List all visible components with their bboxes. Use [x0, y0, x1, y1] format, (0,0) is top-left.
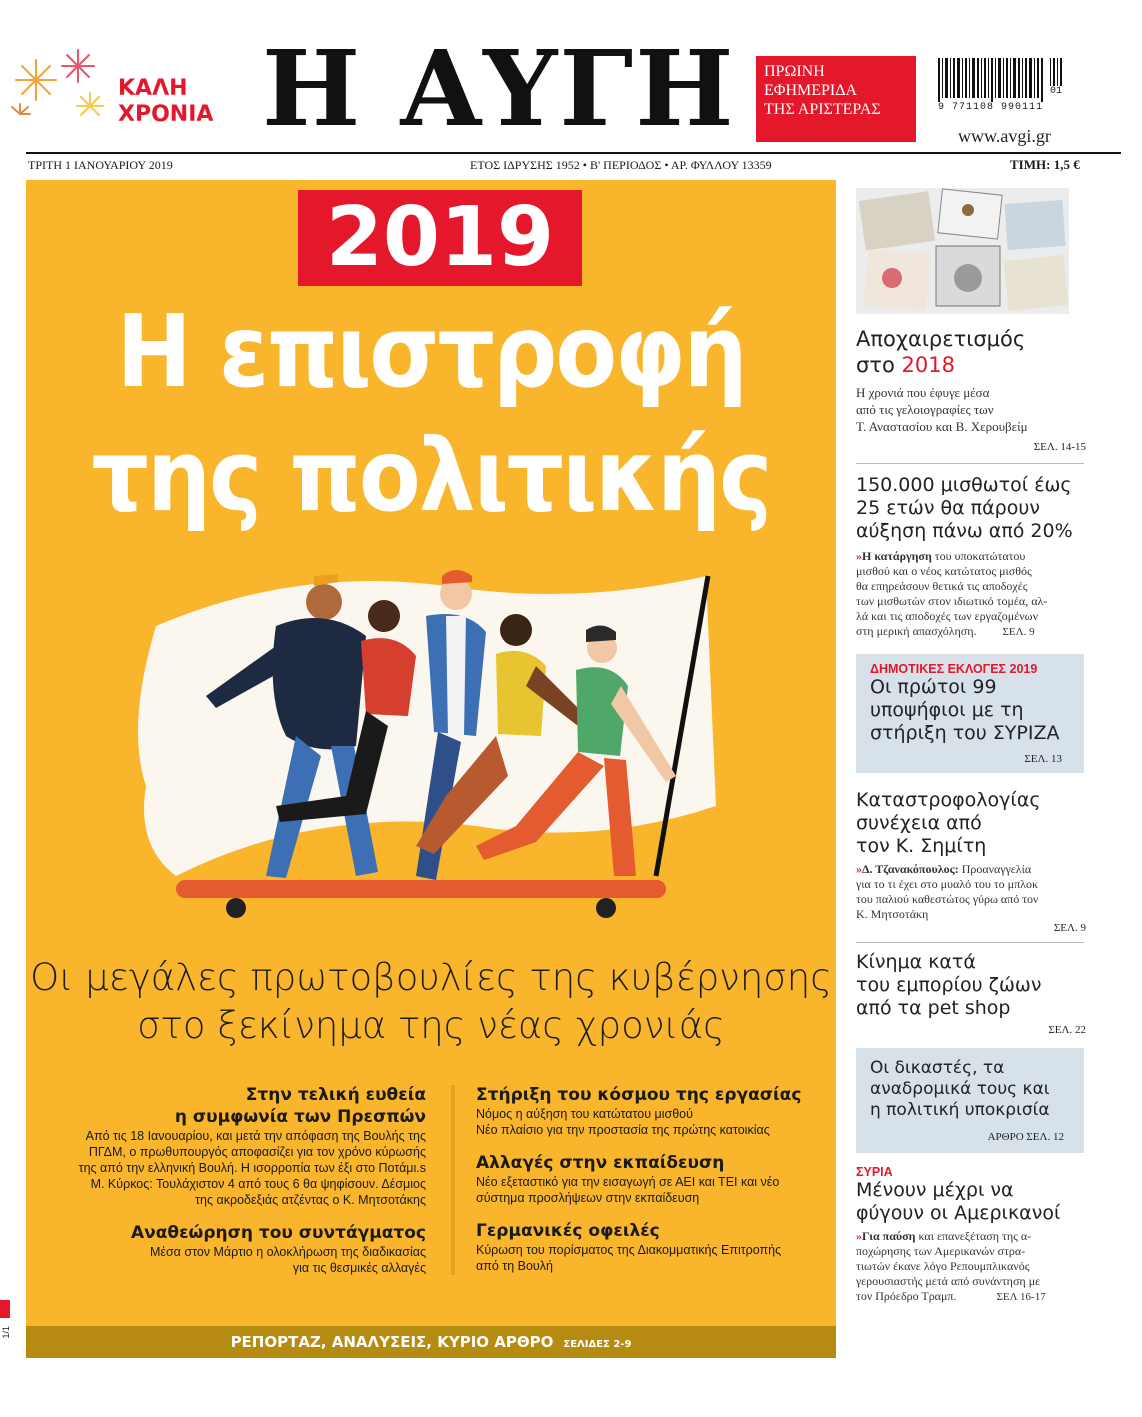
side-headline: του εμπορίου ζώων [856, 974, 1042, 996]
side-text: Προαναγγελία [958, 862, 1032, 876]
side-headline: τον Κ. Σημίτη [856, 835, 987, 857]
side-text: τον Πρόεδρο Τραμπ. [856, 1289, 957, 1303]
newspaper-logo: Η ΑΥΓΗ [262, 27, 736, 150]
side-article-petshop[interactable] [856, 951, 1126, 1036]
people-skateboard-illustration [116, 546, 746, 956]
story-text: Μ. Κύρκος: Τουλάχιστον 4 από τους 6 θα ψηφίσουν. Δέσμιος [90, 1177, 426, 1191]
side-headline: αύξηση πάνω από 20% [856, 520, 1073, 542]
headline-line: Η επιστροφή [116, 293, 746, 410]
side-article-syria[interactable] [856, 1165, 1126, 1305]
cover-footer-bar[interactable] [26, 1326, 836, 1358]
date-line: ΤΡΙΤΗ 1 ΙΑΝΟΥΑΡΙΟΥ 2019 [28, 158, 173, 172]
story-heading[interactable]: Στην τελική ευθεία [245, 1085, 426, 1105]
side-kicker: ΔΗΜΟΤΙΚΕΣ ΕΚΛΟΓΕΣ 2019 [870, 662, 1038, 676]
story-text: της ακροδεξιάς ατζέντας ο Κ. Μητσοτάκης [195, 1193, 426, 1207]
side-headline: φύγουν οι Αμερικανοί [856, 1202, 1061, 1224]
side-headline: η πολιτική υποκρισία [870, 1100, 1050, 1120]
page-reference: ΣΕΛ. 13 [1024, 753, 1062, 765]
story-text: Από τις 18 Ιανουαρίου, και μετά την απόφαση της Βουλής της [85, 1129, 426, 1143]
page-reference: ΣΕΛ. 14-15 [1033, 441, 1086, 453]
greeting-line: ΧΡΟΝΙΑ [118, 102, 214, 127]
tagline-line: ΠΡΩΙΝΗ [764, 63, 825, 80]
fireworks-icon [6, 44, 116, 128]
story-text: Νέο πλαίσιο για την προστασία της πρώτης κατοικίας [476, 1123, 770, 1137]
side-headline: 150.000 μισθωτοί έως [856, 474, 1072, 496]
side-text: στη μερική απασχόληση. [856, 624, 977, 638]
side-headline-part: στο [856, 353, 902, 377]
story-text: Νόμος η αύξηση του κατώτατου μισθού [476, 1107, 693, 1121]
side-lead: Η κατάργηση [862, 549, 932, 563]
side-text: λά και τις αποδοχές των εργαζομένων [856, 609, 1038, 623]
price: ΤΙΜΗ: 1,5 € [1010, 157, 1080, 172]
side-text: του υποκατώτατου [931, 549, 1026, 563]
side-article-farewell[interactable] [856, 326, 1126, 453]
side-text: ποχώρησης των Αμερικανών στρα- [856, 1244, 1026, 1258]
cover-left-column [54, 1084, 426, 1276]
side-text-row [856, 1289, 1126, 1305]
divider [856, 942, 1084, 943]
page-reference: ΣΕΛ. 9 [1002, 626, 1035, 638]
cover-story [26, 180, 836, 1358]
side-headline: Μένουν μέχρι να [856, 1179, 1014, 1201]
side-text: τιωτών έκανε λόγο Ρεπουμπλικανός [856, 1259, 1030, 1273]
cartoon-collage-icon [856, 188, 1069, 314]
story-heading[interactable]: Γερμανικές οφειλές [476, 1221, 660, 1241]
side-text-row [856, 624, 1126, 640]
cartoon-thumbnail[interactable] [856, 188, 1069, 314]
side-text: γερουσιαστής μετά από συνάντηση με [856, 1274, 1041, 1288]
side-headline: αναδρομικά τους και [870, 1079, 1050, 1099]
story-text: της από την ελληνική Βουλή. Η ισορροπία των έξι στο Ποτάμι.s [78, 1161, 426, 1175]
page-marker-bar [0, 1300, 10, 1318]
main-subheadline [26, 954, 836, 1050]
tagline-box [756, 56, 916, 142]
story-text: Κύρωση του πορίσματος της Διακομματικής Επιτροπής [476, 1243, 782, 1257]
story-text: σύστημα προσλήψεων στην εκπαίδευση [476, 1191, 700, 1205]
footer-pages: ΣΕΛΙΔΕΣ 2-9 [563, 1339, 632, 1350]
page-reference: ΑΡΘΡΟ ΣΕΛ. 12 [987, 1131, 1064, 1143]
headline-line: της πολιτικής [91, 417, 771, 534]
story-text: από τη Βουλή [476, 1259, 553, 1273]
barcode-issue: 01 [1050, 86, 1063, 97]
side-headline: υποψήφιοι με τη [870, 699, 1024, 721]
story-heading[interactable]: η συμφωνία των Πρεσπών [174, 1107, 426, 1127]
side-headline [856, 352, 1126, 378]
side-article-wages[interactable] [856, 474, 1126, 640]
side-text: και επανεξέταση της α- [915, 1229, 1032, 1243]
side-text: Κ. Μητσοτάκη [856, 907, 929, 921]
side-headline: στήριξη του ΣΥΡΙΖΑ [870, 722, 1060, 744]
subheadline-line: στο ξεκίνημα της νέας χρονιάς [137, 1004, 725, 1047]
double-chevron-icon: » [856, 862, 862, 876]
column-divider [451, 1085, 455, 1275]
side-headline: Οι πρώτοι 99 [870, 676, 997, 698]
barcode-digits: 9 771108 990111 [938, 102, 1044, 113]
year-badge: 2019 [298, 190, 582, 286]
double-chevron-icon: » [856, 549, 862, 563]
greeting-line: ΚΑΛΗ [118, 76, 188, 101]
website-url[interactable]: www.avgi.gr [958, 126, 1051, 146]
side-headline-year: 2018 [901, 353, 955, 377]
story-text: Νέο εξεταστικό για την εισαγωγή σε ΑΕΙ και ΤΕΙ και νέο [476, 1175, 780, 1189]
double-chevron-icon: » [856, 1229, 862, 1243]
cover-right-column [476, 1084, 816, 1274]
side-headline: συνέχεια από [856, 812, 982, 834]
side-lead: Για παύση [862, 1229, 916, 1243]
side-headline: Αποχαιρετισμός [856, 327, 1026, 351]
side-text: Η χρονιά που έφυγε μέσα [856, 385, 990, 400]
side-article-elections[interactable] [856, 654, 1084, 773]
issue-info: ΕΤΟΣ ΙΔΡΥΣΗΣ 1952 • Β' ΠΕΡΙΟΔΟΣ • ΑΡ. ΦΥΛΛΟΥ 13359 [470, 158, 772, 172]
main-headline [26, 290, 836, 538]
page-reference: ΣΕΛ. 22 [1048, 1024, 1086, 1036]
barcode-number [938, 102, 1070, 113]
story-text: ΠΓΔΜ, ο πρωθυπουργός αποφασίζει για τον χρόνο κύρωσής [88, 1145, 426, 1159]
page-reference: ΣΕΛ. 9 [1053, 922, 1086, 934]
new-year-greeting [118, 76, 238, 128]
footer-label: ΡΕΠΟΡΤΑΖ, ΑΝΑΛΥΣΕΙΣ, ΚΥΡΙΟ ΑΡΘΡΟ [230, 1333, 554, 1351]
side-text: θα επηρεάσουν θετικά τις αποδοχές [856, 579, 1028, 593]
story-text: Μέσα στον Μάρτιο η ολοκλήρωση της διαδικασίας [149, 1245, 426, 1259]
story-text: για τις θεσμικές αλλαγές [292, 1261, 426, 1275]
side-text: μισθού και ο νέος κατώτατος μισθός [856, 564, 1032, 578]
side-article-simitis[interactable] [856, 789, 1126, 934]
masthead-rule [26, 152, 1121, 154]
side-text: για το τι έχει στο μυαλό του το μπλοκ [856, 877, 1039, 891]
side-lead: Δ. Τζανακόπουλος: [862, 862, 959, 876]
story-heading[interactable]: Στήριξη του κόσμου της εργασίας [476, 1085, 802, 1105]
page-number: 1/1 [1, 1326, 11, 1339]
sidebar [856, 188, 1126, 1305]
page-reference: ΣΕΛ 16-17 [996, 1291, 1046, 1303]
story-heading[interactable]: Αλλαγές στην εκπαίδευση [476, 1153, 725, 1173]
side-headline: 25 ετών θα πάρουν [856, 497, 1040, 519]
side-article-judges[interactable] [856, 1048, 1084, 1153]
tagline-line: ΕΦΗΜΕΡΙΔΑ [764, 82, 858, 99]
side-text: Τ. Αναστασίου και Β. Χερουβείμ [856, 419, 1028, 434]
side-headline: Κίνημα κατά [856, 951, 976, 973]
side-headline: Οι δικαστές, τα [870, 1058, 1005, 1078]
divider [856, 463, 1084, 464]
side-headline: από τα pet shop [856, 997, 1011, 1019]
side-kicker: ΣΥΡΙΑ [856, 1165, 893, 1179]
side-text: από τις γελοιογραφίες των [856, 402, 994, 417]
story-heading[interactable]: Αναθεώρηση του συντάγματος [131, 1223, 426, 1243]
tagline-line: ΤΗΣ ΑΡΙΣΤΕΡΑΣ [764, 101, 881, 118]
side-headline: Καταστροφολογίας [856, 789, 1041, 811]
side-text: του παλιού καθεστώτος γύρω από τον [856, 892, 1039, 906]
subheadline-line: Οι μεγάλες πρωτοβουλίες της κυβέρνησης [30, 956, 832, 999]
side-text: των μισθωτών στον ιδιωτικό τομέα, αλ- [856, 594, 1048, 608]
